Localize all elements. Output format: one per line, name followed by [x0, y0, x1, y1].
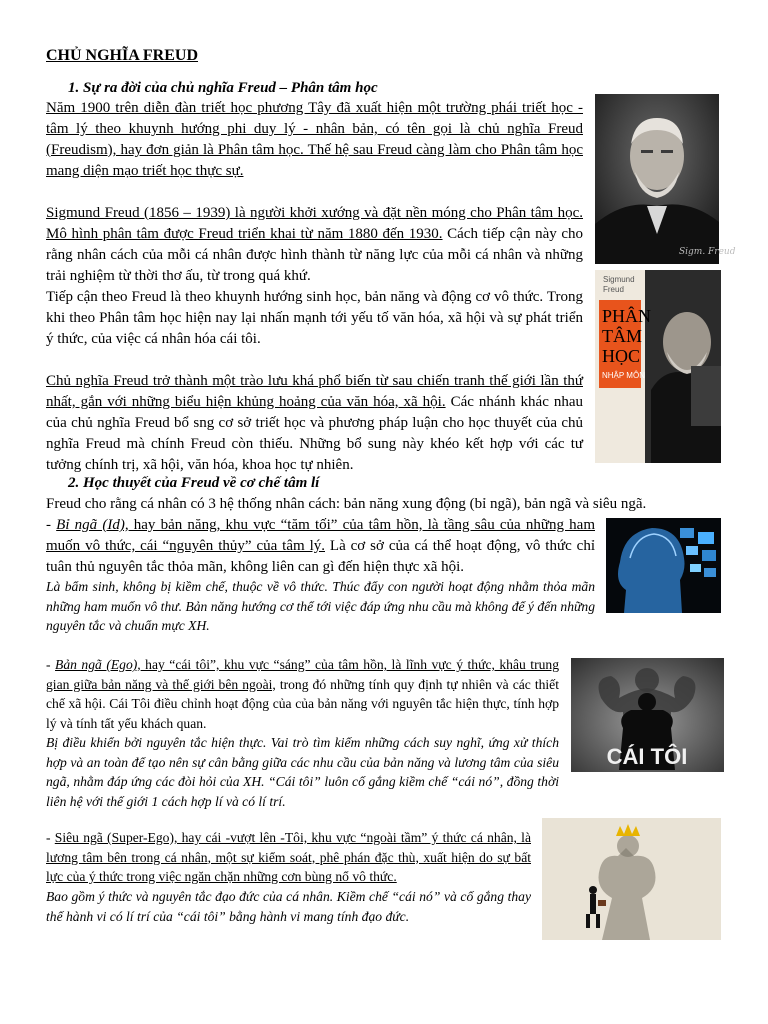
section-1-paragraph-2	[46, 203, 583, 287]
freud-portrait-image	[595, 94, 736, 264]
freud-portrait-icon	[595, 94, 736, 264]
section-2-intro: Freud cho rằng cá nhân có 3 hệ thống nhân cách: bản năng xung động (bỉ ngã), bản ngã và siêu ngã.	[46, 496, 647, 512]
superego-bullet: -	[46, 830, 55, 845]
book-author-line-1: Sigmund	[603, 275, 635, 284]
portrait-signature: Sigm. Freud	[679, 247, 736, 257]
book-subtitle: NHẬP MÔN	[602, 371, 645, 380]
ego-term: Bản ngã (Ego),	[55, 657, 141, 672]
section-1-paragraph-3: Tiếp cận theo Freud là theo khuynh hướng sinh học, bản năng và động cơ vô thức. Trong khi theo Phân tâm học hiện nay lại nhấn mạnh tới yếu tố văn hóa, xã hội và sự phát triển ý thức, của việc cá nhân hóa cái tôi.	[46, 289, 583, 347]
id-text: Là cơ sở của cá thể hoạt động, vô thức chỉ tuân thủ nguyên tắc thỏa mãn, không liên can gì đến hiện thực xã hội.	[46, 538, 595, 575]
id-bullet: -	[46, 517, 57, 533]
ego-text: trong đó những tính quy định tự nhiên và các thiết chế xã hội. Cái Tôi điều chỉnh hoạt động của của bản năng với nguyên tắc hiện thực, tính hợp lý và tính tất yếu khách quan.	[46, 676, 559, 731]
book-title-line-2: TÂM	[602, 326, 642, 346]
digital-head-icon	[606, 518, 721, 613]
ego-note: Bị điều khiển bởi nguyên tắc hiện thực. Vai trò tìm kiếm những cách suy nghĩ, ứng xử thích hợp và an toàn để tạo nên sự cân bằng giữa các nhu cầu của bản năng và lương tâm của siêu ngã, nhằm đáp ứng các đòi hỏi của XH. “Cái tôi” luôn cố gắng kiềm chế “cái nó”, đồng thời liên hệ với thế giới 1 cách hợp lí và có lí trí.	[46, 735, 559, 809]
section-2-heading: 2. Học thuyết của Freud về cơ chế tâm lí	[68, 475, 320, 491]
id-head-image	[606, 518, 721, 613]
id-underlined-text: hay bản năng, khu vực “tăm tối” của tâm hồn, là tầng sâu của những ham muốn vô thức, cái “nguyên thủy” của tâm lý.	[46, 517, 595, 554]
shadow-king-icon	[542, 818, 721, 940]
superego-image	[542, 818, 721, 940]
superego-underlined-text: Siêu ngã (Super-Ego), hay cái -vượt lên -Tôi, khu vực “ngoài tầm” ý thức cá nhân, là lương tâm bên trong cá nhân, một sự kiểm soát, phê phán đặc thù, xuất hiện do sự bất lực của ý thức trong việc ngăn chặn những cơn bùng nổ vô thức.	[46, 830, 531, 884]
ego-image	[571, 658, 724, 772]
id-definition	[46, 515, 595, 578]
ego-underlined-text: hay “cái tôi”, khu vực “sáng” của tâm hồn, là lĩnh vực ý thức, khâu trung gian giữa bản năng và thế giới bên ngoài,	[46, 657, 559, 692]
ego-image-caption: CÁI TÔI	[606, 744, 688, 769]
paragraph-4-text: Các nhánh khác nhau của chủ nghĩa Freud bổ sng cơ sở triết học và phương pháp luận cho học thuyết của chủ nghĩa Freud mà chính Freud còn thiếu. Những bổ sung này khéo kết hợp với các tư tưởng chính trị, xã hội, văn hóa, khoa học tự nhiên.	[46, 394, 583, 473]
paragraph-2-text: Cách tiếp cận này cho rằng nhân cách của mỗi cá nhân được hình thành từ năng lực của mỗi cá nhân và những trải nghiệm từ thời thơ ấu, từ trong quá khứ.	[46, 226, 583, 284]
id-note: Là bẩm sinh, không bị kiềm chế, thuộc về vô thức. Thúc đẩy con người hoạt động nhằm thỏa mãn những ham muốn vô thư. Bản năng hướng cơ thể tới việc đáp ứng nhu cầu mà không để ý đến những nguyên tắc và chuẩn mực XH.	[46, 579, 595, 633]
shadow-strongman-icon	[571, 658, 724, 772]
id-term: Bỉ ngã (Id),	[56, 517, 129, 533]
ego-definition	[46, 655, 559, 733]
paragraph-4-underlined-text: Chủ nghĩa Freud trở thành một trào lưu khá phổ biến từ sau chiến tranh thế giới lần thứ nhất, gắn với những biểu hiện khủng hoảng của văn hóa, xã hội.	[46, 373, 583, 410]
book-cover-image	[595, 270, 721, 463]
section-1-paragraph-1: Năm 1900 trên diễn đàn triết học phương Tây đã xuất hiện một trường phái triết học - tâm lý theo khuynh hướng phi duy lý - nhân bản, có tên gọi là chủ nghĩa Freud (Freudism), hay đơn giản là Phân tâm học. Thế hệ sau Freud càng làm cho Phân tâm học mang diện mạo triết học thực sự.	[46, 100, 583, 179]
ego-bullet: -	[46, 657, 56, 672]
book-author-line-2: Freud	[603, 285, 624, 294]
superego-definition	[46, 828, 531, 887]
superego-note: Bao gồm ý thức và nguyên tắc đạo đức của cá nhân. Kiềm chế “cái nó” và cố gắng thay thế hành vi có lí trí của “cái tôi” bằng hành vi mang tính đạo đức.	[46, 889, 531, 924]
book-title-line-1: PHÂN	[602, 306, 652, 326]
paragraph-2-underlined-text: Sigmund Freud (1856 – 1939) là người khởi xướng và đặt nền móng cho Phân tâm học. Mô hình phân tâm được Freud triển khai từ năm 1880 đến 1930.	[46, 205, 583, 242]
book-cover-icon	[595, 270, 721, 463]
book-title-line-3: HỌC	[602, 346, 641, 366]
section-1-heading: 1. Sự ra đời của chủ nghĩa Freud – Phân tâm học	[68, 80, 378, 96]
document-title: CHỦ NGHĨA FREUD	[46, 47, 199, 64]
section-1-paragraph-4	[46, 371, 583, 476]
